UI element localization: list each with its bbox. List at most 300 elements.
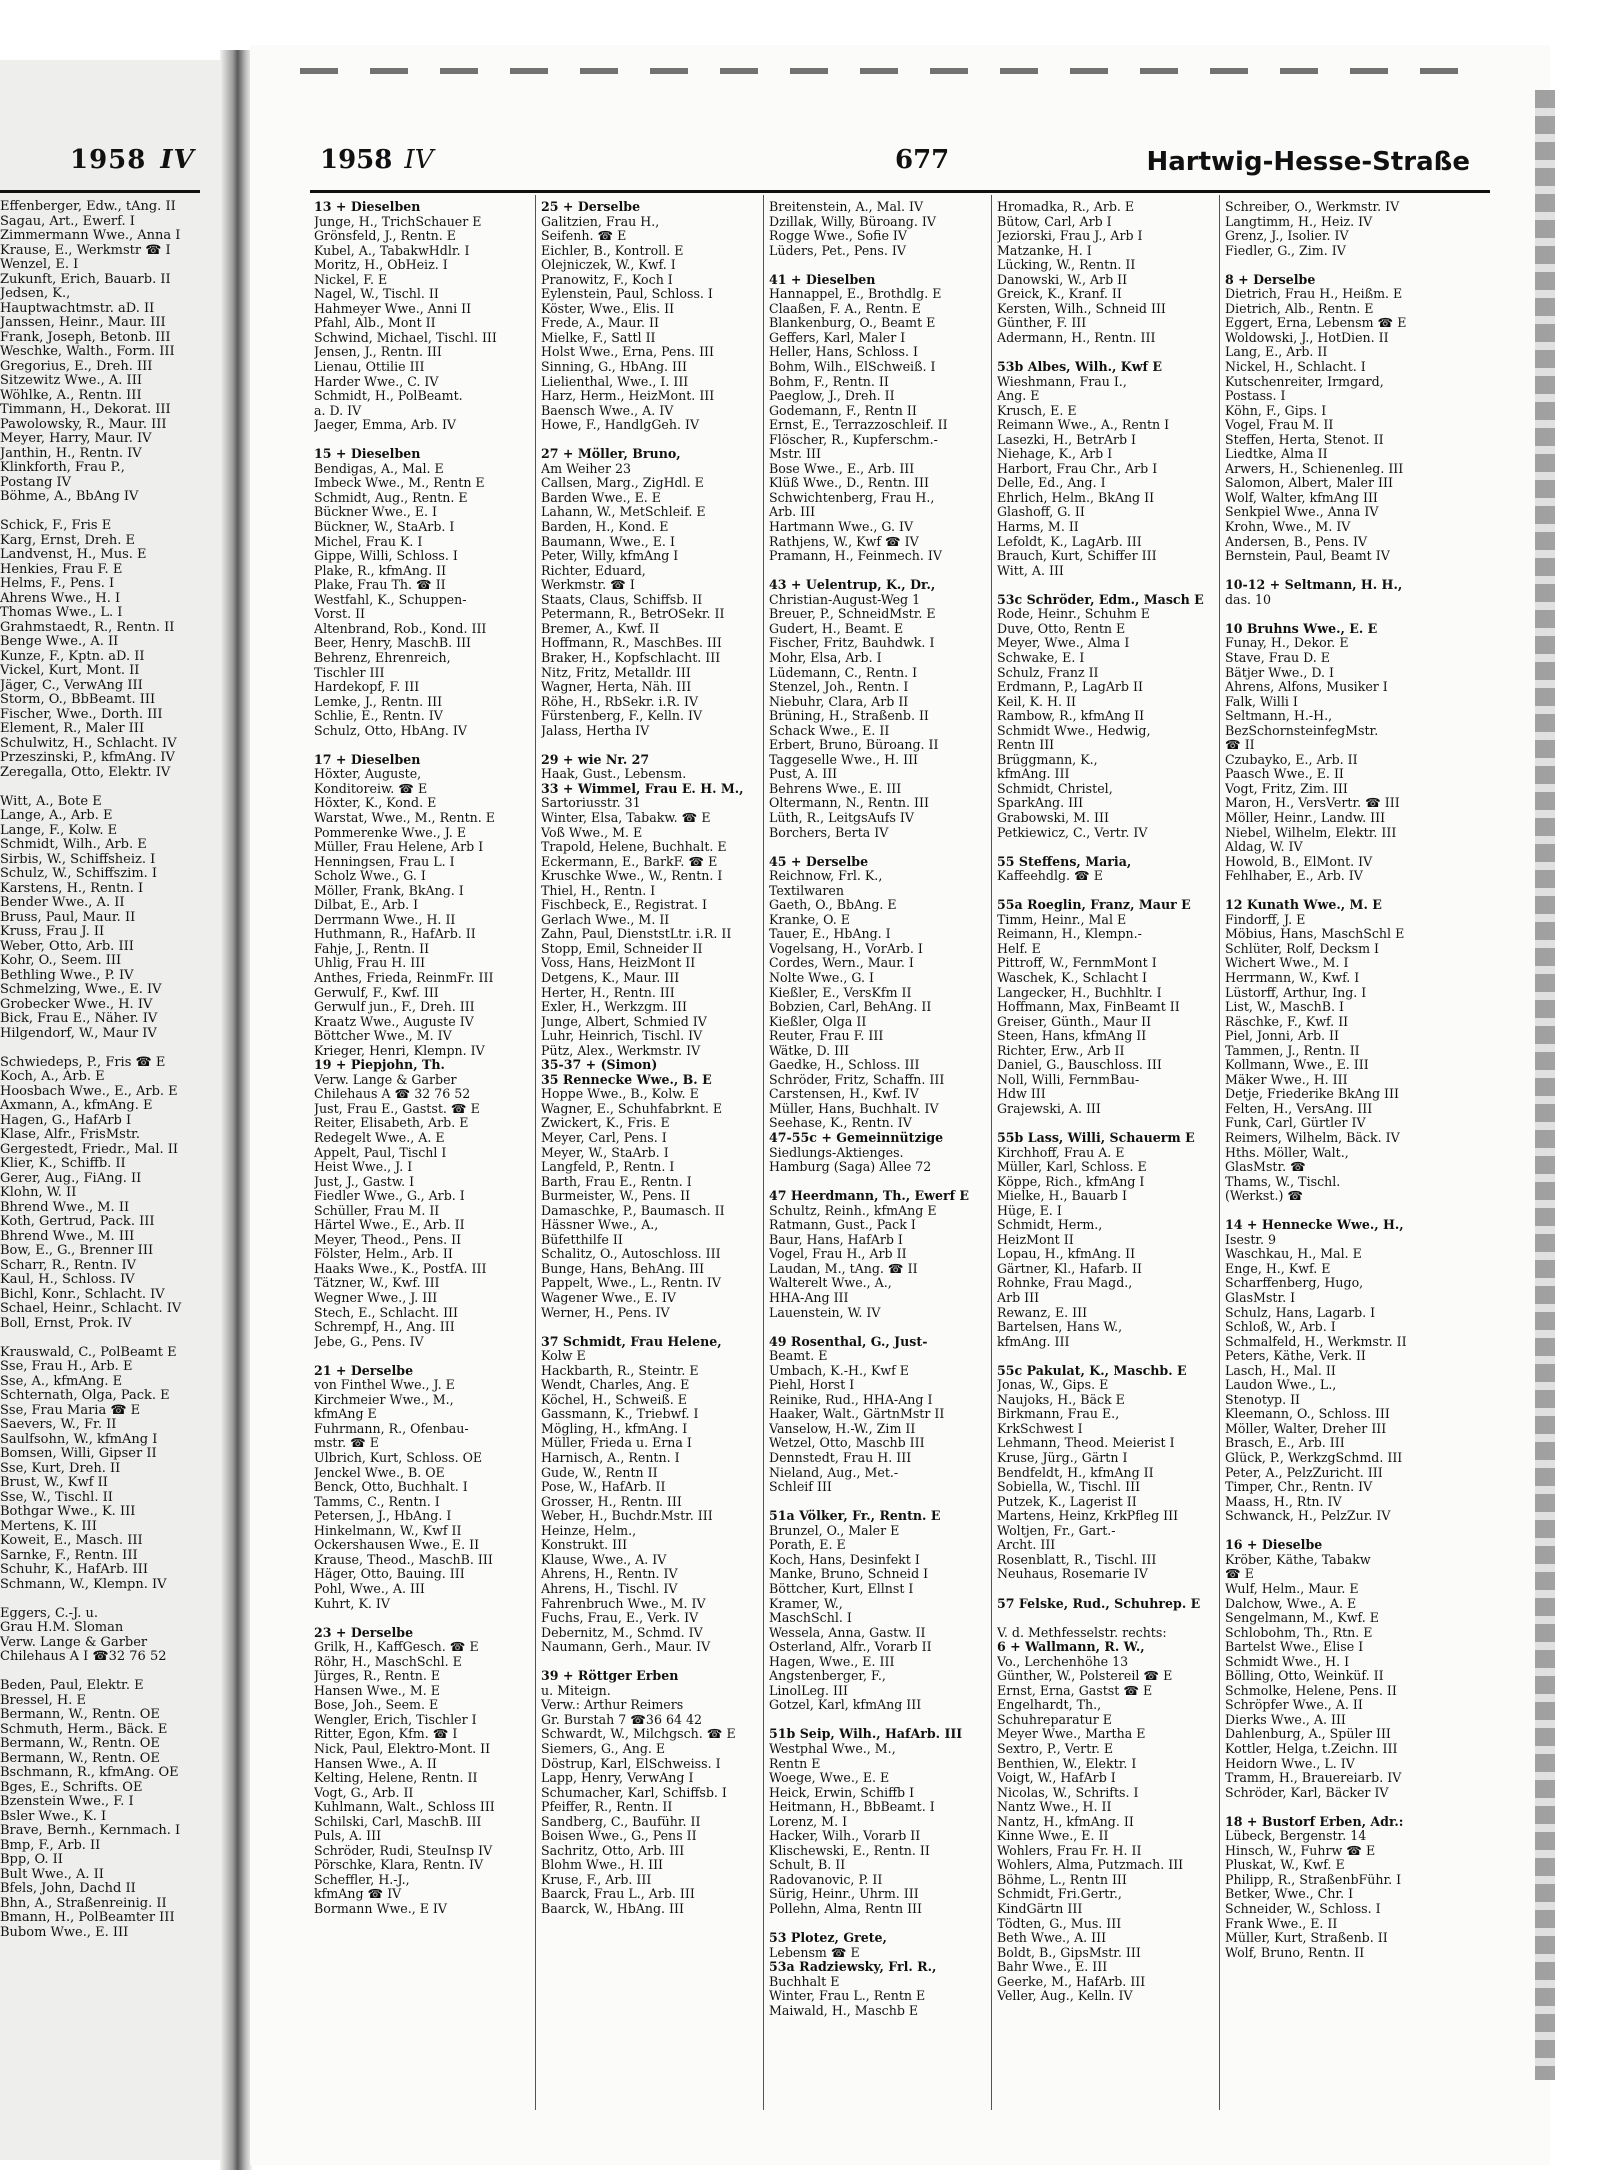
house-number-entry: 6 + Wallmann, R. W., <box>997 1640 1145 1655</box>
resident-entry: Werner, H., Pens. IV <box>541 1305 670 1320</box>
resident-entry: Isestr. 9 <box>1225 1232 1277 1247</box>
resident-entry: Keil, K. H. II <box>997 694 1076 709</box>
house-number-entry: Voigt, W., HafArb I <box>997 1771 1116 1786</box>
resident-entry: Pust, A. III <box>769 767 838 782</box>
resident-entry: Sextro, P., Vertr. E <box>997 1741 1114 1756</box>
house-number-entry: Verw. Lange & Garber <box>0 1635 148 1650</box>
resident-entry: GlasMstr. ☎ <box>1225 1160 1306 1175</box>
resident-entry: Heick, Erwin, Schiffb I <box>769 1785 915 1800</box>
resident-entry: Andersen, B., Pens. IV <box>1225 534 1368 549</box>
resident-entry: Bges, E., Schrifts. OE <box>0 1780 143 1795</box>
resident-entry: Mielke, F., Sattl II <box>541 330 656 345</box>
resident-entry: Appelt, Paul, Tischl I <box>314 1145 447 1160</box>
resident-entry: Archt. III <box>997 1538 1056 1553</box>
resident-entry: Meyer, Carl, Pens. I <box>541 1131 667 1145</box>
resident-entry: MaschSchl. I <box>769 1611 852 1626</box>
resident-entry: Delle, Ed., Ang. I <box>997 476 1106 491</box>
column-divider <box>535 195 536 2110</box>
resident-entry: Beth Wwe., A. III <box>997 1931 1107 1946</box>
resident-entry: Meyer, W., StaArb. I <box>541 1145 669 1160</box>
resident-entry: Fürstenberg, F., Kelln. IV <box>541 709 703 724</box>
resident-entry: Duve, Otto, Rentn E <box>997 621 1126 636</box>
resident-entry: Günther, W., Polstereil ☎ E <box>997 1669 1173 1684</box>
resident-entry: Witt, A., Bote E <box>0 794 102 809</box>
resident-entry: Pittroff, W., FernmMont I <box>997 956 1157 971</box>
house-number-entry: 13 + Dieselben <box>314 200 421 214</box>
resident-entry: Reinike, Rud., HHA-Ang I <box>769 1392 933 1407</box>
resident-entry: Klüß Wwe., D., Rentn. III <box>769 476 929 491</box>
resident-entry: Schröder, Fritz, Schaffn. III <box>769 1072 945 1087</box>
left-header-year: 1958 <box>70 145 147 175</box>
house-number-entry: 35-37 + (Simon) <box>541 1058 658 1073</box>
resident-entry: Felten, H., VersAng. III <box>1225 1101 1373 1116</box>
resident-entry: Lang, E., Arb. II <box>1225 345 1328 360</box>
resident-entry: Schröder, Rudi, SteuInsp IV <box>314 1843 493 1858</box>
resident-entry: Kohr, O., Seem. III <box>0 954 122 968</box>
resident-entry: Schmidt, Wilh., Arb. E <box>0 838 147 852</box>
resident-entry: Daniel, G., Bauschloss. III <box>997 1058 1162 1073</box>
resident-entry: Just, Frau E., Gastst. ☎ E <box>314 1101 480 1116</box>
resident-entry: Herrmann, W., Kwf. I <box>1225 970 1360 985</box>
resident-entry: Lüstorff, Arthur, Ing. I <box>1225 985 1367 1000</box>
resident-entry: Winter, Frau L., Rentn E <box>769 1989 926 2004</box>
resident-entry: Betker, Wwe., Chr. I <box>1225 1887 1354 1902</box>
resident-entry: Wieshmann, Frau I., <box>997 374 1127 389</box>
resident-entry: Tamms, C., Rentn. I <box>314 1494 440 1509</box>
house-number-entry: 12 Kunath Wwe., M. E <box>1225 898 1382 913</box>
resident-entry: Reichnow, Frl. K., <box>769 869 883 884</box>
resident-entry: Weschke, Walth., Form. III <box>0 345 175 359</box>
resident-entry: Czubayko, E., Arb. II <box>1225 752 1358 767</box>
resident-entry: Steen, Hans, kfmAng II <box>997 1029 1147 1044</box>
house-number-entry: 53b Albes, Wilh., Kwf E <box>997 360 1162 375</box>
resident-entry: Kraatz Wwe., Auguste IV <box>314 1014 474 1029</box>
resident-entry: Reimann Wwe., A., Rentn I <box>997 418 1170 433</box>
resident-entry: Arwers, H., Schienenleg. III <box>1225 461 1404 476</box>
resident-entry: Pappelt, Wwe., L., Rentn. IV <box>541 1276 721 1291</box>
resident-entry: Hahmeyer Wwe., Anni II <box>314 301 472 316</box>
resident-entry: Hoppe Wwe., B., Kolw. E <box>541 1087 699 1102</box>
resident-entry: Mögling, H., kfmAng. I <box>541 1421 688 1436</box>
resident-entry: Reimann, H., Klempn.- <box>997 927 1142 942</box>
resident-entry: Lapp, Henry, VerwAng I <box>541 1771 694 1786</box>
resident-entry: Ockershausen Wwe., E. II <box>314 1538 480 1553</box>
resident-entry: Bschmann, R., kfmAng. OE <box>0 1766 179 1780</box>
resident-entry: Bmann, H., PolBeamter III <box>0 1911 175 1925</box>
resident-entry: Boldt, B., GipsMstr. III <box>997 1945 1141 1960</box>
resident-entry: Mstr. III <box>769 447 821 462</box>
resident-entry: Manke, Bruno, Schneid I <box>769 1567 929 1582</box>
resident-entry: Lemke, J., Rentn. III <box>314 694 443 709</box>
resident-entry: Bendigas, A., Mal. E <box>314 461 444 476</box>
resident-entry: Baarck, W., HbAng. III <box>541 1901 684 1916</box>
resident-entry: Henningsen, Frau L. I <box>314 854 455 869</box>
resident-entry: Möller, Frank, BkAng. I <box>314 883 464 898</box>
resident-entry: Nicolas, W., Schrifts. I <box>997 1785 1139 1800</box>
resident-entry: Huthmann, R., HafArb. II <box>314 927 476 942</box>
resident-entry: Schwiedeps, P., Fris ☎ E <box>0 1055 166 1070</box>
resident-entry: Scharffenberg, Hugo, <box>1225 1276 1364 1291</box>
resident-entry: Haaks Wwe., K., PostfA. III <box>314 1261 487 1276</box>
resident-entry: Claaßen, F. A., Rentn. E <box>769 301 921 316</box>
resident-entry: Eggert, Erna, Lebensm ☎ E <box>1225 316 1407 331</box>
resident-entry: Schwardt, W., Milchgsch. ☎ E <box>541 1727 736 1742</box>
resident-entry: Schulz, Hans, Lagarb. I <box>1225 1305 1376 1320</box>
resident-entry: Hüge, E. I <box>997 1203 1062 1218</box>
resident-entry: Schternath, Olga, Pack. E <box>0 1389 170 1403</box>
resident-entry: Dilbat, E., Arb. I <box>314 898 419 913</box>
resident-entry: Findorff, J. E <box>1225 912 1306 927</box>
resident-entry: kfmAng ☎ IV <box>314 1887 402 1902</box>
house-number-entry: 18 + Bustorf Erben, Adr.: <box>1225 1814 1404 1829</box>
resident-entry: Osterland, Alfr., Vorarb II <box>769 1640 932 1655</box>
left-header-section: IV <box>160 145 195 175</box>
resident-entry: Schmidt, Fri.Gertr., <box>997 1887 1122 1902</box>
resident-entry: Wetzel, Otto, Maschb III <box>769 1436 925 1451</box>
house-number-entry: 23 + Derselbe <box>314 1625 414 1640</box>
resident-entry: Imbeck Wwe., M., Rentn E <box>314 476 485 491</box>
resident-entry: Enge, H., Kwf. E <box>1225 1261 1331 1276</box>
resident-entry: Hagen, G., HafArb I <box>0 1113 132 1128</box>
resident-entry: SparkAng. III <box>997 796 1084 811</box>
resident-entry: List, W., MaschB. I <box>1225 1000 1344 1015</box>
resident-entry: Kleemann, O., Schloss. III <box>1225 1407 1390 1422</box>
house-number-entry: 29 + wie Nr. 27 <box>541 752 650 767</box>
resident-entry: Steffen, Herta, Stenot. II <box>1225 432 1384 447</box>
resident-entry: Fahrenbruch Wwe., M. IV <box>541 1596 706 1611</box>
column-divider <box>1219 195 1220 2110</box>
resident-entry: Wagner, Herta, Näh. III <box>541 680 692 695</box>
resident-entry: Harnisch, A., Rentn. I <box>541 1451 680 1466</box>
resident-entry: Langecker, H., Buchhltr. I <box>997 985 1162 1000</box>
entry-spacer <box>1225 607 1443 622</box>
resident-entry: Salomon, Albert, Maler III <box>1225 476 1393 491</box>
house-number-entry: 15 + Dieselben <box>314 447 421 462</box>
resident-entry: Konstrukt. III <box>541 1538 628 1553</box>
resident-entry: Ritter, Egon, Kfm. ☎ I <box>314 1727 458 1742</box>
resident-entry: Möbius, Hans, MaschSchl E <box>1225 927 1405 942</box>
resident-entry: Meyer, Harry, Maur. IV <box>0 432 152 446</box>
resident-entry: Köchel, H., Schweiß. E <box>541 1392 687 1407</box>
resident-entry: Kröber, Käthe, Tabakw <box>1225 1552 1371 1567</box>
entry-spacer <box>314 738 532 753</box>
resident-entry: Niebuhr, Clara, Arb II <box>769 694 909 709</box>
resident-entry: Böttcher Wwe., M. IV <box>314 1029 452 1044</box>
resident-entry: Böhme, L., Rentn III <box>997 1872 1127 1887</box>
entry-spacer <box>997 1116 1215 1131</box>
resident-entry: Schröder, Karl, Bäcker IV <box>1225 1785 1389 1800</box>
resident-entry: Debernitz, M., Schmd. IV <box>541 1625 703 1640</box>
resident-entry: Boisen Wwe., G., Pens II <box>541 1829 697 1844</box>
resident-entry: Jäger, C., VerwAng III <box>0 678 143 693</box>
resident-entry: Dzillak, Willy, Büroang. IV <box>769 214 936 229</box>
entry-spacer <box>541 433 759 448</box>
entry-spacer <box>1225 1204 1443 1219</box>
resident-entry: Sse, Frau Maria ☎ E <box>0 1403 141 1418</box>
resident-entry: Klischewski, E., Rentn. II <box>769 1843 930 1858</box>
resident-entry: Kottler, Helga, t.Zeichn. III <box>1225 1741 1398 1756</box>
resident-entry: Fölster, Helm., Arb. II <box>314 1247 453 1262</box>
resident-entry: Kaul, H., Schloss. IV <box>0 1273 135 1287</box>
resident-entry: Schneider, W., Schloss. I <box>1225 1901 1381 1916</box>
resident-entry: Senkpiel Wwe., Anna IV <box>1225 505 1379 520</box>
resident-entry: Lehmann, Theod. Meierist I <box>997 1436 1175 1451</box>
house-number-entry: 10-12 + Seltmann, H. H., <box>1225 578 1403 593</box>
resident-entry: Erdmann, P., LagArb II <box>997 680 1143 695</box>
resident-entry: Frank Wwe., E. II <box>1225 1916 1338 1931</box>
resident-entry: Michel, Frau K. I <box>314 534 423 549</box>
resident-entry: Ernst, Erna, Gastst ☎ E <box>997 1683 1153 1698</box>
resident-entry: Baur, Hans, HafArb I <box>769 1232 903 1247</box>
resident-entry: Schleif III <box>769 1480 832 1495</box>
resident-entry: Kießler, Olga II <box>769 1014 867 1029</box>
resident-entry: Zukunft, Erich, Bauarb. II <box>0 272 171 287</box>
resident-entry: Schmalfeld, H., Werkmstr. II <box>1225 1334 1407 1349</box>
resident-entry: LinolLeg. III <box>769 1683 848 1698</box>
resident-entry: Liedtke, Alma II <box>1225 447 1328 462</box>
resident-entry: Timm, Heinr., Mal E <box>997 912 1127 927</box>
resident-entry: Kießler, E., VersKfm II <box>769 985 912 1000</box>
resident-entry: Kuhlmann, Walt., Schloss III <box>314 1800 495 1815</box>
resident-entry: Stenotyp. II <box>1225 1392 1301 1407</box>
resident-entry: Plake, R., kfmAng. II <box>314 563 447 578</box>
resident-entry: Rode, Heinr., Schuhm E <box>997 607 1150 622</box>
house-number-entry: 45 + Derselbe <box>769 854 869 869</box>
resident-entry: Koweit, E., Masch. III <box>0 1534 143 1548</box>
resident-entry: Baarck, Frau L., Arb. III <box>541 1887 695 1902</box>
resident-entry: Rosenblatt, R., Tischl. III <box>997 1552 1157 1567</box>
resident-entry: Thomas Wwe., L. I <box>0 606 123 620</box>
resident-entry: Schröpfer Wwe., A. II <box>1225 1698 1363 1713</box>
resident-entry: Breitenstein, A., Mal. IV <box>769 200 924 214</box>
house-number-entry: 47-55c + Gemeinnützige <box>769 1131 944 1145</box>
resident-entry: Stave, Frau D. E <box>1225 650 1330 665</box>
resident-entry: Reimers, Wilhelm, Bäck. IV <box>1225 1131 1400 1145</box>
resident-entry: Timmann, H., Dekorat. III <box>0 403 171 417</box>
resident-entry: Bhrend Wwe., M. III <box>0 1229 135 1244</box>
resident-entry: Brüggmann, K., <box>997 752 1098 767</box>
resident-entry: Schwake, E. I <box>997 650 1085 665</box>
resident-entry: Krohn, Wwe., M. IV <box>1225 520 1351 535</box>
resident-entry: Gergestedt, Friedr., Mal. II <box>0 1142 179 1157</box>
resident-entry: Staats, Claus, Schiffsb. II <box>541 592 703 607</box>
resident-entry: (Werkst.) ☎ <box>1225 1189 1304 1204</box>
house-number-entry: Vogel, Frau M. II <box>1225 418 1334 433</box>
resident-entry: Kunze, F., Kptn. aD. II <box>0 649 145 664</box>
resident-entry: Schult, B. II <box>769 1858 846 1873</box>
house-number-entry: Verw. Lange & Garber <box>314 1072 457 1087</box>
house-number-entry: Vorst. II <box>314 607 366 622</box>
entry-spacer <box>769 258 987 273</box>
resident-entry: Pfeiffer, R., Rentn. II <box>541 1800 673 1815</box>
resident-entry: Grobecker Wwe., H. IV <box>0 997 153 1012</box>
resident-entry: Zahn, Paul, DienststLtr. i.R. II <box>541 927 732 942</box>
resident-entry: Ang. E <box>997 389 1040 404</box>
resident-entry: Nick, Paul, Elektro-Mont. II <box>314 1741 491 1756</box>
resident-entry: Gr. Burstah 7 ☎36 64 42 <box>541 1712 703 1727</box>
resident-entry: Lange, F., Kolw. E <box>0 823 118 838</box>
house-number-entry: 10 Bruhns Wwe., E. E <box>1225 621 1378 636</box>
resident-entry: Pommerenke Wwe., J. E <box>314 825 467 840</box>
resident-entry: Hackbarth, R., Steintr. E <box>541 1363 699 1378</box>
resident-entry: Richter, Eduard, <box>541 563 646 578</box>
resident-entry: Kutschenreiter, Irmgard, <box>1225 374 1384 389</box>
entry-spacer <box>0 1041 215 1056</box>
resident-entry: Rogge Wwe., Sofie IV <box>769 229 907 244</box>
resident-entry: Bermann, W., Rentn. OE <box>0 1751 160 1766</box>
resident-entry: Nickel, H., Schlacht. I <box>1225 360 1366 375</box>
resident-entry: Postass. I <box>1225 389 1286 404</box>
resident-entry: Tramm, H., Brauereiarb. IV <box>1225 1771 1402 1786</box>
resident-entry: Döstrup, Karl, ElSchweiss. I <box>541 1756 721 1771</box>
resident-entry: Bose, Joh., Seem. E <box>314 1698 439 1713</box>
resident-entry: Mertens, K. III <box>0 1519 97 1534</box>
resident-entry: Falk, Willi I <box>1225 694 1298 709</box>
house-number-entry: 8 + Derselbe <box>1225 272 1316 287</box>
resident-entry: Tauer, E., HbAng. I <box>769 927 891 942</box>
house-number-entry: 43 + Uelentrup, K., Dr., <box>769 578 936 593</box>
resident-entry: Kollmann, Wwe., E. III <box>1225 1058 1369 1073</box>
resident-entry: Bobzien, Carl, BehAng. II <box>769 1000 932 1015</box>
resident-entry: Chilehaus A ☎ 32 76 52 <box>314 1087 471 1102</box>
resident-entry: kfmAng. III <box>997 767 1070 782</box>
resident-entry: Krauswald, C., PolBeamt E <box>0 1345 177 1360</box>
house-number-entry: 14 + Hennecke Wwe., H., <box>1225 1218 1404 1233</box>
resident-entry: Ulbrich, Kurt, Schloss. OE <box>314 1451 483 1466</box>
resident-entry: Bichl, Konr., Schlacht. IV <box>0 1287 165 1302</box>
resident-entry: Fahje, J., Rentn. II <box>314 941 430 956</box>
resident-entry: Gude, W., Rentn II <box>541 1465 658 1480</box>
resident-entry: Petermann, R., BetrOSekr. II <box>541 607 725 622</box>
resident-entry: Laudon Wwe., L., <box>1225 1378 1337 1393</box>
house-number-entry: 16 + Dieselbe <box>1225 1538 1323 1553</box>
resident-entry: Konditoreiw. ☎ E <box>314 781 428 796</box>
resident-entry: Wätke, D. III <box>769 1043 850 1058</box>
resident-entry: Buchhalt E <box>769 1974 840 1989</box>
resident-entry: Bermann, W., Rentn. OE <box>0 1708 160 1722</box>
house-number-entry: 53 Plotez, Grete, <box>769 1931 887 1946</box>
resident-entry: Schloß, W., Arb. I <box>1225 1320 1336 1335</box>
resident-entry: Mäker Wwe., H. III <box>1225 1072 1348 1087</box>
resident-entry: Tödten, G., Mus. III <box>997 1916 1122 1931</box>
resident-entry: Hardekopf, F. III <box>314 680 420 695</box>
house-number-entry: Verw.: Arthur Reimers <box>541 1698 684 1713</box>
resident-entry: Zimmermann Wwe., Anna I <box>0 229 181 243</box>
resident-entry: Bohm, F., Rentn. II <box>769 374 889 389</box>
resident-entry: Herter, H., Rentn. III <box>541 985 675 1000</box>
resident-entry: Jonas, W., Gips. E <box>997 1378 1109 1393</box>
resident-entry: Bückner, W., StaArb. I <box>314 520 455 535</box>
resident-entry: Danowski, W., Arb II <box>997 272 1128 287</box>
resident-entry: Schulz, Franz II <box>997 665 1099 680</box>
resident-entry: Sse, W., Tischl. II <box>0 1490 113 1505</box>
resident-entry: Bormann Wwe., E IV <box>314 1901 447 1916</box>
resident-entry: Pranowitz, F., Koch I <box>541 272 673 287</box>
entry-spacer <box>997 1349 1215 1364</box>
entry-spacer <box>541 1655 759 1670</box>
resident-entry: Schreiber, O., Werkmstr. IV <box>1225 200 1400 214</box>
entry-spacer <box>1225 258 1443 273</box>
resident-entry: Trapold, Helene, Buchhalt. E <box>541 840 727 855</box>
resident-entry: Rambow, R., kfmAng II <box>997 709 1145 724</box>
resident-entry: Gudert, H., Beamt. E <box>769 621 904 636</box>
resident-entry: Richter, Erw., Arb II <box>997 1043 1125 1058</box>
resident-entry: Angstenberger, F., <box>769 1669 886 1684</box>
resident-entry: Woldowski, J., HotDien. II <box>1225 330 1389 345</box>
resident-entry: Sartoriusstr. 31 <box>541 796 641 811</box>
resident-entry: Putzek, K., Lagerist II <box>997 1494 1137 1509</box>
resident-entry: Wohlers, Frau Fr. H. II <box>997 1843 1142 1858</box>
resident-entry: Waschkau, H., Mal. E <box>1225 1247 1362 1262</box>
resident-entry: Häger, Otto, Bauing. III <box>314 1567 465 1582</box>
resident-entry: Nantz Wwe., H. II <box>997 1800 1112 1815</box>
resident-entry: Lielienthal, Wwe., I. III <box>541 374 689 389</box>
resident-entry: Maass, H., Rtn. IV <box>1225 1494 1342 1509</box>
resident-entry: Pawolowsky, R., Maur. III <box>0 417 167 432</box>
house-number-entry: Voß Wwe., M. E <box>541 825 643 840</box>
entry-spacer <box>769 1917 987 1932</box>
resident-entry: Seehase, K., Rentn. IV <box>769 1116 912 1131</box>
resident-entry: Uhlig, Frau H. III <box>314 956 426 971</box>
header-rule <box>310 190 1490 193</box>
resident-entry: Krause, Theod., MaschB. III <box>314 1552 493 1567</box>
resident-entry: Grajewski, A. III <box>997 1101 1101 1116</box>
resident-entry: Scheffler, H.-J., <box>314 1872 410 1887</box>
house-number-entry: 47 Heerdmann, Th., Ewerf E <box>769 1189 970 1204</box>
resident-entry: Meyer, Theod., Pens. II <box>314 1232 462 1247</box>
resident-entry: Jaeger, Emma, Arb. IV <box>314 418 457 433</box>
resident-entry: Sürig, Heinr., Uhrm. III <box>769 1887 919 1902</box>
resident-entry: Schick, F., Fris E <box>0 519 112 533</box>
resident-entry: Holst Wwe., Erna, Pens. III <box>541 345 715 360</box>
house-number-entry: 55 Steffens, Maria, <box>997 854 1132 869</box>
resident-entry: Naumann, Gerh., Maur. IV <box>541 1640 711 1655</box>
resident-entry: Scharr, R., Rentn. IV <box>0 1258 136 1273</box>
entry-spacer <box>1225 564 1443 579</box>
house-number-entry: Veller, Aug., Kelln. IV <box>997 1989 1133 2004</box>
resident-entry: Schulz, W., Schiffszim. I <box>0 867 158 881</box>
resident-entry: Schmann, W., Klempn. IV <box>0 1577 167 1592</box>
resident-entry: Nickel, F. E <box>314 272 388 287</box>
house-number-entry: 25 + Derselbe <box>541 200 641 214</box>
resident-entry: Hinkelmann, W., Kwf II <box>314 1523 462 1538</box>
resident-entry: Fuhrmann, R., Ofenbau- <box>314 1421 469 1436</box>
resident-entry: Oltermann, N., Rentn. III <box>769 796 929 811</box>
resident-entry: Eckermann, E., BarkF. ☎ E <box>541 854 718 869</box>
resident-entry: Detje, Friederike BkAng III <box>1225 1087 1399 1102</box>
resident-entry: Arb. III <box>769 505 816 520</box>
resident-entry: Callsen, Marg., ZigHdl. E <box>541 476 704 491</box>
resident-entry: Schmidt, H., PolBeamt. <box>314 389 463 404</box>
entry-spacer <box>0 1592 215 1607</box>
house-number-entry: 17 + Dieselben <box>314 752 421 767</box>
resident-entry: Harms, M. II <box>997 520 1079 535</box>
resident-entry: Gerlach Wwe., M. II <box>541 912 670 927</box>
resident-entry: Müller, Karl, Schloss. E <box>997 1160 1147 1175</box>
resident-entry: Thiel, H., Rentn. I <box>541 883 656 898</box>
resident-entry: Frede, A., Maur. II <box>541 316 659 331</box>
resident-entry: Sarnke, F., Rentn. III <box>0 1548 138 1563</box>
resident-entry: Hässner Wwe., A., <box>541 1218 659 1233</box>
resident-entry: Rohnke, Frau Magd., <box>997 1276 1133 1291</box>
resident-entry: Blankenburg, O., Beamt E <box>769 316 936 331</box>
resident-entry: Fuchs, Frau, E., Verk. IV <box>541 1611 699 1626</box>
resident-entry: Detgens, K., Maur. III <box>541 970 680 985</box>
resident-entry: Petkiewicz, C., Vertr. IV <box>997 825 1148 840</box>
resident-entry: Stenzel, Joh., Rentn. I <box>769 680 909 695</box>
resident-entry: Ahrens, Alfons, Musiker I <box>1225 680 1388 695</box>
directory-column-2 <box>541 200 759 1917</box>
